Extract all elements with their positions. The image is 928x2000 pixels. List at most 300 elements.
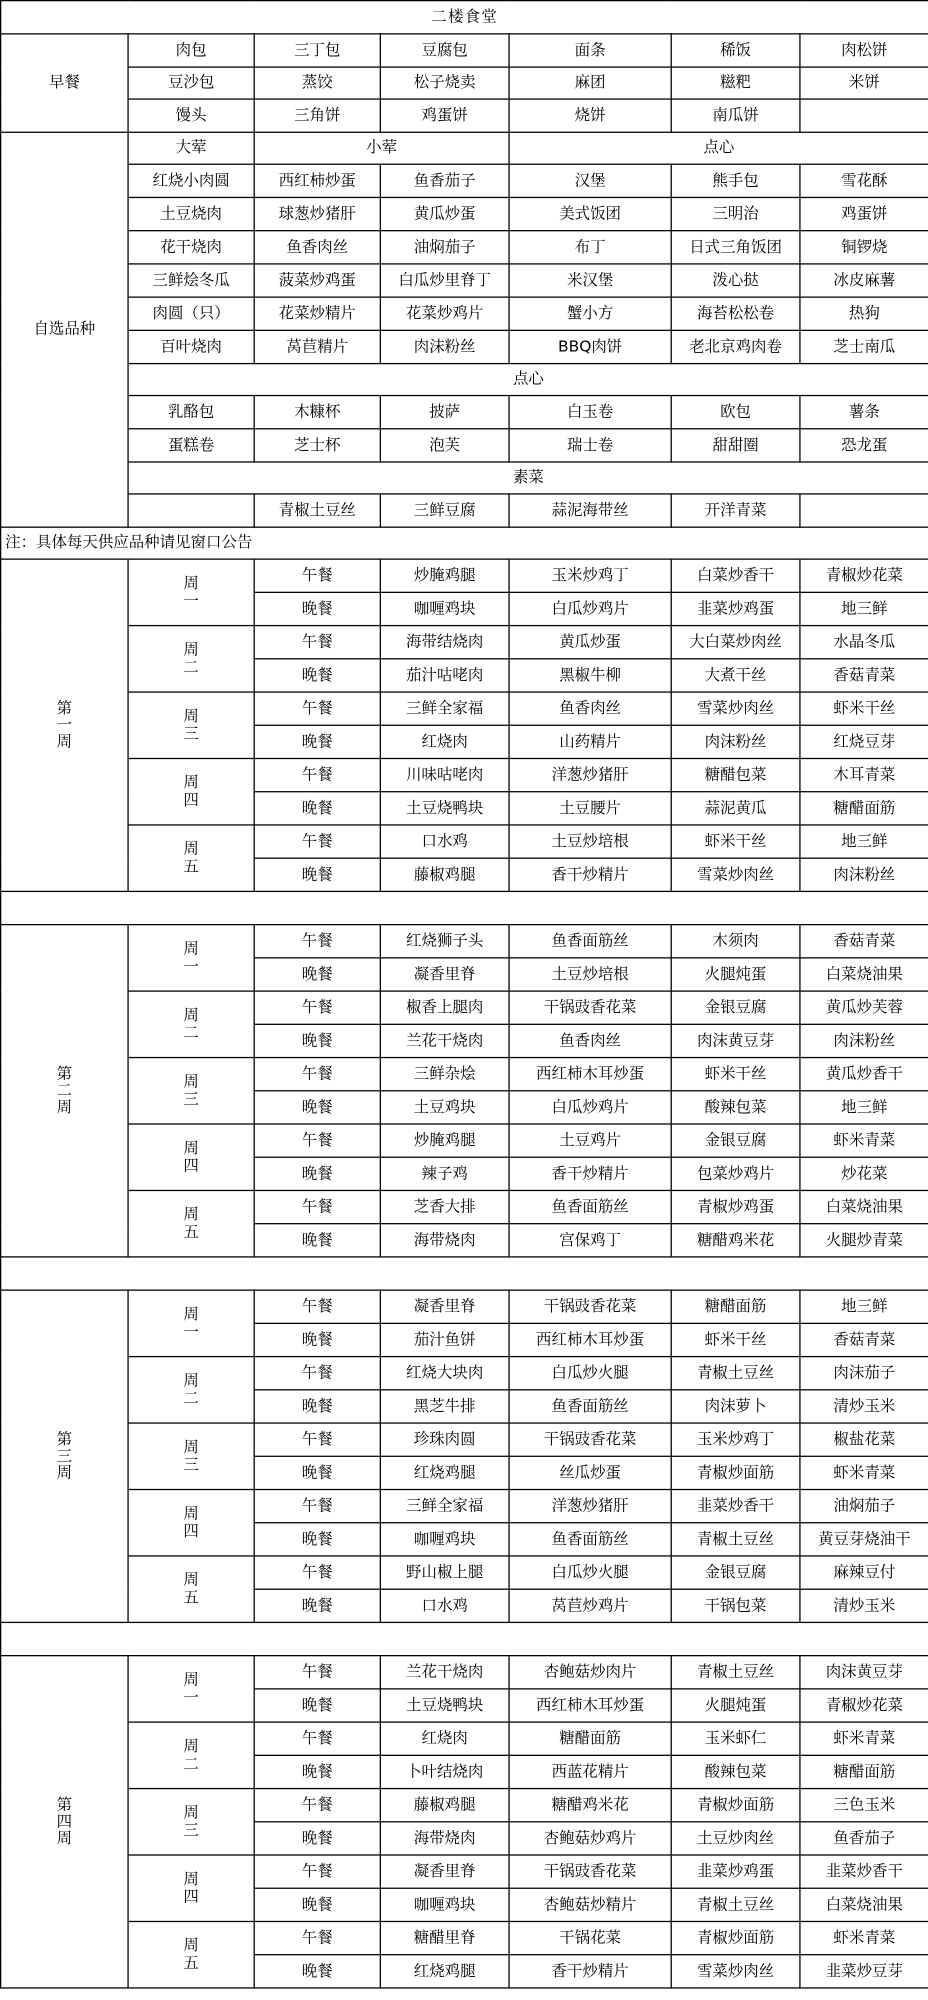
dinner-label: 晚餐 bbox=[254, 1024, 380, 1057]
meal-dish: 香菇青菜 bbox=[800, 659, 928, 692]
optional-row bbox=[1, 264, 928, 297]
week-spacer-row bbox=[1, 1257, 928, 1290]
meal-dish: 红烧大块肉 bbox=[380, 1357, 509, 1390]
dinner-label: 晚餐 bbox=[254, 1157, 380, 1190]
meal-dish: 糖醋鸡米花 bbox=[671, 1224, 800, 1257]
breakfast-item: 肉包 bbox=[128, 34, 254, 67]
veg-item bbox=[128, 494, 254, 527]
meal-dish: 青椒炒花菜 bbox=[800, 559, 928, 592]
meal-dish: 海带结烧肉 bbox=[380, 626, 509, 659]
weekday-label: 周 三 bbox=[128, 692, 254, 758]
dish-item: 白瓜炒里脊丁 bbox=[380, 264, 509, 297]
dish-item: 蟹小方 bbox=[509, 297, 671, 330]
dish-item: 百叶烧肉 bbox=[128, 330, 254, 363]
dessert-item: 泡芙 bbox=[380, 429, 509, 462]
meal-dish: 糖醋包菜 bbox=[671, 758, 800, 791]
week-meal-row bbox=[1, 1124, 928, 1157]
lunch-label: 午餐 bbox=[254, 1490, 380, 1523]
meal-dish: 虾米青菜 bbox=[800, 1124, 928, 1157]
breakfast-row bbox=[1, 67, 928, 99]
meal-dish: 炒腌鸡腿 bbox=[380, 1124, 509, 1157]
meal-dish: 韭菜炒鸡蛋 bbox=[671, 1855, 800, 1888]
meal-dish: 干锅豉香花菜 bbox=[509, 991, 671, 1024]
meal-dish: 鱼香面筋丝 bbox=[509, 925, 671, 958]
meal-dish: 香干炒精片 bbox=[509, 1157, 671, 1190]
dinner-label: 晚餐 bbox=[254, 1822, 380, 1855]
week-label: 第 三 周 bbox=[1, 1290, 128, 1622]
veg-item: 蒜泥海带丝 bbox=[509, 494, 671, 527]
meal-dish: 麻辣豆付 bbox=[800, 1556, 928, 1589]
dish-item: 三鲜烩冬瓜 bbox=[128, 264, 254, 297]
optional-row bbox=[1, 164, 928, 197]
meal-dish: 口水鸡 bbox=[380, 825, 509, 858]
meal-dish: 糖醋面筋 bbox=[800, 1755, 928, 1788]
meal-dish: 鱼香肉丝 bbox=[509, 1024, 671, 1057]
week-meal-row bbox=[1, 1190, 928, 1223]
meal-dish: 鱼香面筋丝 bbox=[509, 1190, 671, 1223]
meal-dish: 火腿炖蛋 bbox=[671, 1689, 800, 1722]
meal-dish: 包菜炒鸡片 bbox=[671, 1157, 800, 1190]
meal-dish: 鱼香肉丝 bbox=[509, 692, 671, 725]
meal-dish: 宫保鸡丁 bbox=[509, 1224, 671, 1257]
meal-dish: 金银豆腐 bbox=[671, 1124, 800, 1157]
meal-dish: 香干炒精片 bbox=[509, 1955, 671, 1988]
meal-dish: 油焖茄子 bbox=[800, 1490, 928, 1523]
dish-item: BBQ肉饼 bbox=[509, 330, 671, 363]
dish-item: 黄瓜炒蛋 bbox=[380, 197, 509, 230]
meal-dish: 糖醋面筋 bbox=[509, 1722, 671, 1755]
meal-dish: 虾米干丝 bbox=[800, 692, 928, 725]
weekday-label: 周 一 bbox=[128, 1656, 254, 1722]
dish-item: 老北京鸡肉卷 bbox=[671, 330, 800, 363]
dish-item: 莴苣精片 bbox=[254, 330, 380, 363]
dinner-label: 晚餐 bbox=[254, 659, 380, 692]
breakfast-item: 南瓜饼 bbox=[671, 99, 800, 132]
veg-item: 青椒土豆丝 bbox=[254, 494, 380, 527]
meal-dish: 海带烧肉 bbox=[380, 1822, 509, 1855]
lunch-label: 午餐 bbox=[254, 1190, 380, 1223]
meal-dish: 三鲜全家福 bbox=[380, 692, 509, 725]
lunch-label: 午餐 bbox=[254, 1656, 380, 1689]
weekday-label: 周 一 bbox=[128, 559, 254, 625]
meal-dish: 洋葱炒猪肝 bbox=[509, 758, 671, 791]
meal-dish: 珍珠肉圆 bbox=[380, 1423, 509, 1456]
meal-dish: 茄汁鱼饼 bbox=[380, 1323, 509, 1356]
weekday-label: 周 二 bbox=[128, 626, 254, 692]
weekday-label: 周 二 bbox=[128, 1722, 254, 1788]
meal-dish: 酸辣包菜 bbox=[671, 1091, 800, 1124]
dish-item: 三明治 bbox=[671, 197, 800, 230]
meal-dish: 青椒炒面筋 bbox=[671, 1789, 800, 1822]
weekday-label: 周 二 bbox=[128, 1357, 254, 1423]
dish-item: 鱼香肉丝 bbox=[254, 231, 380, 264]
meal-dish: 地三鲜 bbox=[800, 825, 928, 858]
dish-item: 芝士南瓜 bbox=[800, 330, 928, 363]
meal-dish: 蒜泥黄瓜 bbox=[671, 792, 800, 825]
week-meal-row bbox=[1, 1490, 928, 1523]
week-spacer-row bbox=[1, 891, 928, 924]
meal-dish: 炒花菜 bbox=[800, 1157, 928, 1190]
meal-dish: 咖喱鸡块 bbox=[380, 1523, 509, 1556]
weekday-label: 周 五 bbox=[128, 1190, 254, 1256]
dish-item: 肉沫粉丝 bbox=[380, 330, 509, 363]
dinner-label: 晚餐 bbox=[254, 1523, 380, 1556]
dish-item: 热狗 bbox=[800, 297, 928, 330]
meal-dish: 韭菜炒香干 bbox=[671, 1490, 800, 1523]
week-meal-row bbox=[1, 1855, 928, 1888]
meal-dish: 西红柿木耳炒蛋 bbox=[509, 1058, 671, 1091]
meal-dish: 虾米干丝 bbox=[671, 825, 800, 858]
dinner-label: 晚餐 bbox=[254, 858, 380, 891]
dinner-label: 晚餐 bbox=[254, 1224, 380, 1257]
dish-item: 布丁 bbox=[509, 231, 671, 264]
dish-item: 花菜炒鸡片 bbox=[380, 297, 509, 330]
dinner-label: 晚餐 bbox=[254, 725, 380, 758]
breakfast-item: 肉松饼 bbox=[800, 34, 928, 67]
meal-dish: 肉沫粉丝 bbox=[671, 725, 800, 758]
lunch-label: 午餐 bbox=[254, 1423, 380, 1456]
optional-header-row bbox=[1, 132, 928, 164]
meal-dish: 口水鸡 bbox=[380, 1589, 509, 1622]
weekday-label: 周 二 bbox=[128, 991, 254, 1057]
meal-dish: 玉米炒鸡丁 bbox=[509, 559, 671, 592]
meal-dish: 鱼香面筋丝 bbox=[509, 1523, 671, 1556]
meal-dish: 玉米炒鸡丁 bbox=[671, 1423, 800, 1456]
dish-item: 花干烧肉 bbox=[128, 231, 254, 264]
veg-header-row bbox=[1, 462, 928, 494]
lunch-label: 午餐 bbox=[254, 758, 380, 791]
week-meal-row bbox=[1, 825, 928, 858]
meal-dish: 洋葱炒猪肝 bbox=[509, 1490, 671, 1523]
week-meal-row bbox=[1, 991, 928, 1024]
optional-row bbox=[1, 297, 928, 330]
lunch-label: 午餐 bbox=[254, 559, 380, 592]
breakfast-label: 早餐 bbox=[1, 34, 128, 132]
meal-dish: 凝香里脊 bbox=[380, 958, 509, 991]
page-title: 二楼食堂 bbox=[1, 1, 928, 34]
dish-item: 花菜炒精片 bbox=[254, 297, 380, 330]
lunch-label: 午餐 bbox=[254, 1556, 380, 1589]
note-row bbox=[1, 527, 928, 559]
veg-row bbox=[1, 494, 928, 527]
meal-dish: 雪菜炒肉丝 bbox=[671, 1955, 800, 1988]
weekday-label: 周 五 bbox=[128, 825, 254, 891]
dish-item: 泼心挞 bbox=[671, 264, 800, 297]
meal-dish: 野山椒上腿 bbox=[380, 1556, 509, 1589]
breakfast-item: 豆腐包 bbox=[380, 34, 509, 67]
meal-dish: 兰花干烧肉 bbox=[380, 1024, 509, 1057]
dish-item: 米汉堡 bbox=[509, 264, 671, 297]
meal-dish: 藤椒鸡腿 bbox=[380, 858, 509, 891]
meal-dish: 白菜烧油果 bbox=[800, 1190, 928, 1223]
week-label: 第 四 周 bbox=[1, 1656, 128, 1988]
dinner-label: 晚餐 bbox=[254, 1589, 380, 1622]
dessert-item: 芝士杯 bbox=[254, 429, 380, 462]
meal-dish: 肉沫茄子 bbox=[800, 1357, 928, 1390]
meal-dish: 地三鲜 bbox=[800, 592, 928, 625]
note-text: 注：具体每天供应品种请见窗口公告 bbox=[1, 527, 928, 559]
breakfast-item: 蒸饺 bbox=[254, 67, 380, 99]
lunch-label: 午餐 bbox=[254, 1124, 380, 1157]
week-meal-row bbox=[1, 758, 928, 791]
breakfast-item: 稀饭 bbox=[671, 34, 800, 67]
meal-dish: 肉沫黄豆芽 bbox=[800, 1656, 928, 1689]
meal-dish: 椒盐花菜 bbox=[800, 1423, 928, 1456]
dessert-section-label: 点心 bbox=[128, 364, 928, 396]
breakfast-item bbox=[800, 99, 928, 132]
meal-dish: 兰花干烧肉 bbox=[380, 1656, 509, 1689]
dish-item: 肉圆（只） bbox=[128, 297, 254, 330]
dinner-label: 晚餐 bbox=[254, 1955, 380, 1988]
lunch-label: 午餐 bbox=[254, 1722, 380, 1755]
dinner-label: 晚餐 bbox=[254, 1888, 380, 1921]
dessert-header-row bbox=[1, 364, 928, 396]
meal-dish: 水晶冬瓜 bbox=[800, 626, 928, 659]
week-meal-row bbox=[1, 1357, 928, 1390]
lunch-label: 午餐 bbox=[254, 825, 380, 858]
week-spacer bbox=[1, 1257, 928, 1290]
lunch-label: 午餐 bbox=[254, 1789, 380, 1822]
meal-dish: 黄瓜炒蛋 bbox=[509, 626, 671, 659]
week-meal-row bbox=[1, 1722, 928, 1755]
meal-dish: 土豆鸡片 bbox=[509, 1124, 671, 1157]
dish-item: 红烧小肉圆 bbox=[128, 164, 254, 197]
week-meal-row bbox=[1, 1789, 928, 1822]
breakfast-item: 糍粑 bbox=[671, 67, 800, 99]
meal-dish: 黑芝牛排 bbox=[380, 1390, 509, 1423]
breakfast-item: 米饼 bbox=[800, 67, 928, 99]
meal-dish: 糖醋里脊 bbox=[380, 1921, 509, 1954]
meal-dish: 干锅豉香花菜 bbox=[509, 1423, 671, 1456]
meal-dish: 青椒炒面筋 bbox=[671, 1921, 800, 1954]
breakfast-item: 面条 bbox=[509, 34, 671, 67]
meal-dish: 韭菜炒豆芽 bbox=[800, 1955, 928, 1988]
lunch-label: 午餐 bbox=[254, 692, 380, 725]
meal-dish: 红烧肉 bbox=[380, 725, 509, 758]
meal-dish: 糖醋面筋 bbox=[800, 792, 928, 825]
dessert-item: 甜甜圈 bbox=[671, 429, 800, 462]
weekday-label: 周 一 bbox=[128, 1290, 254, 1356]
meal-dish: 莴苣炒鸡片 bbox=[509, 1589, 671, 1622]
dessert-item: 蛋糕卷 bbox=[128, 429, 254, 462]
meal-dish: 肉沫萝卜 bbox=[671, 1390, 800, 1423]
meal-dish: 木耳青菜 bbox=[800, 758, 928, 791]
meal-dish: 香菇青菜 bbox=[800, 1323, 928, 1356]
meal-dish: 海带烧肉 bbox=[380, 1224, 509, 1257]
meal-dish: 红烧肉 bbox=[380, 1722, 509, 1755]
lunch-label: 午餐 bbox=[254, 1357, 380, 1390]
dinner-label: 晚餐 bbox=[254, 1755, 380, 1788]
meal-dish: 藤椒鸡腿 bbox=[380, 1789, 509, 1822]
meal-dish: 土豆腰片 bbox=[509, 792, 671, 825]
meal-dish: 白瓜炒火腿 bbox=[509, 1556, 671, 1589]
breakfast-row bbox=[1, 34, 928, 67]
week-meal-row bbox=[1, 1290, 928, 1323]
meal-dish: 红烧豆芽 bbox=[800, 725, 928, 758]
meal-dish: 凝香里脊 bbox=[380, 1290, 509, 1323]
meal-dish: 清炒玉米 bbox=[800, 1589, 928, 1622]
breakfast-item: 馒头 bbox=[128, 99, 254, 132]
meal-dish: 杏鲍菇炒肉片 bbox=[509, 1656, 671, 1689]
meal-dish: 金银豆腐 bbox=[671, 1556, 800, 1589]
meal-dish: 三色玉米 bbox=[800, 1789, 928, 1822]
dish-item: 鱼香茄子 bbox=[380, 164, 509, 197]
meal-dish: 糖醋面筋 bbox=[671, 1290, 800, 1323]
meal-dish: 川味咕咾肉 bbox=[380, 758, 509, 791]
meal-dish: 青椒土豆丝 bbox=[671, 1523, 800, 1556]
meal-dish: 香干炒精片 bbox=[509, 858, 671, 891]
dish-item: 汉堡 bbox=[509, 164, 671, 197]
meal-dish: 大白菜炒肉丝 bbox=[671, 626, 800, 659]
lunch-label: 午餐 bbox=[254, 1855, 380, 1888]
dinner-label: 晚餐 bbox=[254, 958, 380, 991]
meal-dish: 土豆炒培根 bbox=[509, 958, 671, 991]
meal-dish: 韭菜炒香干 bbox=[800, 1855, 928, 1888]
meal-dish: 红烧鸡腿 bbox=[380, 1955, 509, 1988]
meal-dish: 土豆烧鸭块 bbox=[380, 1689, 509, 1722]
meal-dish: 黄瓜炒芙蓉 bbox=[800, 991, 928, 1024]
meal-dish: 肉沫黄豆芽 bbox=[671, 1024, 800, 1057]
meal-dish: 红烧狮子头 bbox=[380, 925, 509, 958]
optional-label: 自选品种 bbox=[1, 132, 128, 527]
weekday-label: 周 四 bbox=[128, 1490, 254, 1556]
breakfast-item: 鸡蛋饼 bbox=[380, 99, 509, 132]
meal-dish: 糖醋鸡米花 bbox=[509, 1789, 671, 1822]
week-meal-row bbox=[1, 559, 928, 592]
meal-dish: 鱼香面筋丝 bbox=[509, 1390, 671, 1423]
meal-dish: 白菜烧油果 bbox=[800, 958, 928, 991]
lunch-label: 午餐 bbox=[254, 626, 380, 659]
meal-dish: 西红柿木耳炒蛋 bbox=[509, 1323, 671, 1356]
meal-dish: 肉沫粉丝 bbox=[800, 1024, 928, 1057]
breakfast-row bbox=[1, 99, 928, 132]
lunch-label: 午餐 bbox=[254, 925, 380, 958]
header-big-dish: 大荤 bbox=[128, 132, 254, 164]
meal-dish: 椒香上腿肉 bbox=[380, 991, 509, 1024]
dessert-item: 欧包 bbox=[671, 396, 800, 429]
breakfast-item: 烧饼 bbox=[509, 99, 671, 132]
optional-row bbox=[1, 231, 928, 264]
week-meal-row bbox=[1, 1058, 928, 1091]
dessert-item: 瑞士卷 bbox=[509, 429, 671, 462]
breakfast-item: 三丁包 bbox=[254, 34, 380, 67]
meal-dish: 干锅豉香花菜 bbox=[509, 1855, 671, 1888]
dessert-item: 薯条 bbox=[800, 396, 928, 429]
dish-item: 美式饭团 bbox=[509, 197, 671, 230]
lunch-label: 午餐 bbox=[254, 1290, 380, 1323]
dinner-label: 晚餐 bbox=[254, 1323, 380, 1356]
meal-dish: 卜叶结烧肉 bbox=[380, 1755, 509, 1788]
meal-dish: 地三鲜 bbox=[800, 1290, 928, 1323]
lunch-label: 午餐 bbox=[254, 1058, 380, 1091]
meal-dish: 虾米干丝 bbox=[671, 1058, 800, 1091]
meal-dish: 肉沫粉丝 bbox=[800, 858, 928, 891]
veg-item: 三鲜豆腐 bbox=[380, 494, 509, 527]
header-dessert: 点心 bbox=[509, 132, 928, 164]
meal-dish: 辣子鸡 bbox=[380, 1157, 509, 1190]
meal-dish: 鱼香茄子 bbox=[800, 1822, 928, 1855]
meal-dish: 芝香大排 bbox=[380, 1190, 509, 1223]
dish-item: 铜锣烧 bbox=[800, 231, 928, 264]
meal-dish: 土豆炒肉丝 bbox=[671, 1822, 800, 1855]
dinner-label: 晚餐 bbox=[254, 1390, 380, 1423]
meal-dish: 金银豆腐 bbox=[671, 991, 800, 1024]
meal-dish: 火腿炒青菜 bbox=[800, 1224, 928, 1257]
meal-dish: 杏鲍菇炒鸡片 bbox=[509, 1822, 671, 1855]
week-label: 第 二 周 bbox=[1, 925, 128, 1257]
weekday-label: 周 三 bbox=[128, 1789, 254, 1855]
optional-row bbox=[1, 330, 928, 363]
header-small-dish: 小荤 bbox=[254, 132, 509, 164]
weekday-label: 周 四 bbox=[128, 1124, 254, 1190]
dish-item: 日式三角饭团 bbox=[671, 231, 800, 264]
meal-dish: 青椒土豆丝 bbox=[671, 1656, 800, 1689]
meal-dish: 虾米青菜 bbox=[800, 1921, 928, 1954]
meal-dish: 咖喱鸡块 bbox=[380, 1888, 509, 1921]
meal-dish: 雪菜炒肉丝 bbox=[671, 692, 800, 725]
week-meal-row bbox=[1, 626, 928, 659]
meal-dish: 黄瓜炒香干 bbox=[800, 1058, 928, 1091]
meal-dish: 白菜炒香干 bbox=[671, 559, 800, 592]
meal-dish: 土豆鸡块 bbox=[380, 1091, 509, 1124]
meal-dish: 土豆烧鸭块 bbox=[380, 792, 509, 825]
meal-dish: 虾米干丝 bbox=[671, 1323, 800, 1356]
week-meal-row bbox=[1, 925, 928, 958]
week-spacer-row bbox=[1, 1622, 928, 1655]
dish-item: 菠菜炒鸡蛋 bbox=[254, 264, 380, 297]
meal-dish: 西蓝花精片 bbox=[509, 1755, 671, 1788]
dish-item: 西红柿炒蛋 bbox=[254, 164, 380, 197]
weekday-label: 周 四 bbox=[128, 1855, 254, 1921]
meal-dish: 虾米青菜 bbox=[800, 1722, 928, 1755]
weekday-label: 周 一 bbox=[128, 925, 254, 991]
dinner-label: 晚餐 bbox=[254, 792, 380, 825]
week-meal-row bbox=[1, 1921, 928, 1954]
meal-dish: 红烧鸡腿 bbox=[380, 1456, 509, 1489]
breakfast-item: 三角饼 bbox=[254, 99, 380, 132]
meal-dish: 香菇青菜 bbox=[800, 925, 928, 958]
meal-dish: 白菜烧油果 bbox=[800, 1888, 928, 1921]
meal-dish: 青椒炒面筋 bbox=[671, 1456, 800, 1489]
breakfast-item: 麻团 bbox=[509, 67, 671, 99]
veg-item bbox=[800, 494, 928, 527]
lunch-label: 午餐 bbox=[254, 1921, 380, 1954]
dish-item: 鸡蛋饼 bbox=[800, 197, 928, 230]
dessert-item: 恐龙蛋 bbox=[800, 429, 928, 462]
meal-dish: 青椒土豆丝 bbox=[671, 1888, 800, 1921]
week-label: 第 一 周 bbox=[1, 559, 128, 891]
meal-dish: 火腿炖蛋 bbox=[671, 958, 800, 991]
meal-dish: 韭菜炒鸡蛋 bbox=[671, 592, 800, 625]
weekday-label: 周 五 bbox=[128, 1921, 254, 1987]
dish-item: 油焖茄子 bbox=[380, 231, 509, 264]
meal-dish: 青椒土豆丝 bbox=[671, 1357, 800, 1390]
weekday-label: 周 三 bbox=[128, 1423, 254, 1489]
meal-dish: 丝瓜炒蛋 bbox=[509, 1456, 671, 1489]
dessert-item: 披萨 bbox=[380, 396, 509, 429]
title-row bbox=[1, 1, 928, 34]
lunch-label: 午餐 bbox=[254, 991, 380, 1024]
meal-dish: 白瓜炒火腿 bbox=[509, 1357, 671, 1390]
meal-dish: 清炒玉米 bbox=[800, 1390, 928, 1423]
breakfast-item: 松子烧卖 bbox=[380, 67, 509, 99]
meal-dish: 茄汁咕咾肉 bbox=[380, 659, 509, 692]
meal-dish: 地三鲜 bbox=[800, 1091, 928, 1124]
dinner-label: 晚餐 bbox=[254, 1091, 380, 1124]
meal-dish: 咖喱鸡块 bbox=[380, 592, 509, 625]
week-meal-row bbox=[1, 692, 928, 725]
dessert-item: 木糠杯 bbox=[254, 396, 380, 429]
